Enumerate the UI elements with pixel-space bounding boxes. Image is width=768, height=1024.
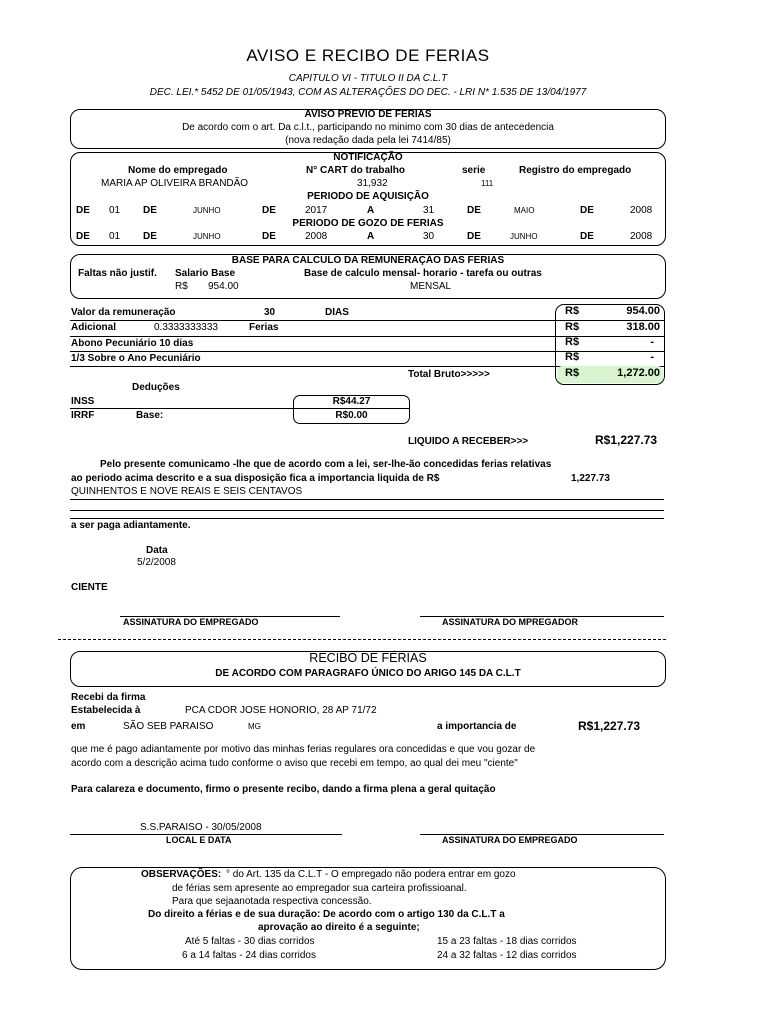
gz-day-start: 01 <box>109 231 121 242</box>
v1-currency: R$ <box>565 305 580 317</box>
aq-year-start: 2017 <box>305 205 328 216</box>
total-currency: R$ <box>565 367 580 379</box>
employee-name: MARIA AP OLIVEIRA BRANDÃO <box>101 178 249 189</box>
em-label: em <box>71 721 86 732</box>
adiantamento-text: a ser paga adiantamente. <box>71 520 191 531</box>
obs-line5: aprovação ao direito é a seguinte; <box>258 922 420 933</box>
deducoes-title: Deduções <box>132 382 180 393</box>
gz-de-1: DE <box>76 231 90 242</box>
notificacao-title: NOTIFICAÇÃO <box>333 152 403 163</box>
total-bruto-label: Total Bruto>>>>> <box>408 369 490 380</box>
local-data-value: S.S.PARAISO - 30/05/2008 <box>140 822 262 833</box>
endereco-value: PCA CDOR JOSE HONORIO, 28 AP 71/72 <box>185 705 377 716</box>
adicional-total-value: 318.00 <box>626 321 660 333</box>
faltas-rule-2: 6 a 14 faltas - 24 dias corridos <box>182 950 316 961</box>
comunicado-valor: 1,227.73 <box>571 473 610 484</box>
gz-de-2: DE <box>143 231 157 242</box>
abono-value: - <box>650 336 654 348</box>
aq-day-start: 01 <box>109 205 121 216</box>
irrf-value: R$0.00 <box>335 410 368 421</box>
data-label: Data <box>146 545 168 556</box>
gz-de-4: DE <box>467 231 481 242</box>
aq-de-2: DE <box>143 205 157 216</box>
valor-remuneracao-label: Valor da remuneração <box>71 307 176 318</box>
data-value: 5/2/2008 <box>137 557 176 568</box>
recibo-subtitle: DE ACORDO COM PARAGRAFO ÚNICO DO ARIGO 145 DA C.L.T <box>215 668 521 679</box>
header-base-calculo: Base de calculo mensal- horario - tarefa ou outras <box>304 268 542 279</box>
header-serie: serie <box>462 165 486 176</box>
header-cart: N° CART do trabalho <box>306 165 405 176</box>
aq-de-3: DE <box>262 205 276 216</box>
subtitle-decree: DEC. LEI.* 5452 DE 01/05/1943, COM AS ALTERAÇÕES DO DEC. - LRI N* 1.535 DE 13/04/1977 <box>149 87 587 98</box>
terco-label: 1/3 Sobre o Ano Pecuniário <box>71 353 201 364</box>
gz-a: A <box>367 231 375 242</box>
obs-line1: ° do Art. 135 da C.L.T - O empregado não podera entrar em gozo <box>226 869 516 880</box>
valor-extenso: QUINHENTOS E NOVE REAIS E SEIS CENTAVOS <box>71 486 303 497</box>
abono-label: Abono Pecuniário 10 dias <box>71 338 194 349</box>
uf-value: MG <box>248 722 261 731</box>
aq-year-end: 2008 <box>630 205 653 216</box>
comunicado-line1: Pelo presente comunicamo -lhe que de acordo com a lei, ser-lhe-ão concedidas ferias relativas <box>100 459 552 470</box>
importancia-value: R$1,227.73 <box>578 719 641 733</box>
aq-month-end: MAIO <box>514 206 535 215</box>
document-title: AVISO E RECIBO DE FERIAS <box>246 46 490 65</box>
recibo-text-line2: acordo com a descrição acima tudo conforme o aviso que recebi em tempo, ao qual dei meu "ciente" <box>71 758 518 769</box>
header-faltas: Faltas não justif. <box>78 268 157 279</box>
gz-month-start: JUNHO <box>193 232 221 241</box>
local-data-label: LOCAL E DATA <box>166 835 232 845</box>
assinatura-empregado-label: ASSINATURA DO EMPREGADO <box>123 617 259 627</box>
importancia-label: a importancia de <box>437 721 517 732</box>
gz-day-end: 30 <box>423 231 435 242</box>
observacoes-label: OBSERVAÇÕES: <box>141 869 222 880</box>
adicional-value: 0.3333333333 <box>154 322 218 333</box>
inss-label: INSS <box>71 396 95 407</box>
cut-line <box>58 639 666 640</box>
aq-de-4: DE <box>467 205 481 216</box>
base-title: BASE PARA CALCULO DA REMUNERAÇÃO DAS FERIAS <box>231 255 505 266</box>
faltas-rule-4: 24 a 32 faltas - 12 dias corridos <box>437 950 577 961</box>
cart-number: 31,932 <box>357 178 388 189</box>
header-registro: Registro do empregado <box>519 165 632 176</box>
cidade-value: SÃO SEB PARAISO <box>123 721 214 732</box>
aviso-previo-line1: De acordo com o art. Da c.l.t., participando no minimo com 30 dias de antecedencia <box>182 122 554 133</box>
header-nome: Nome do empregado <box>128 165 228 176</box>
ciente-label: CIENTE <box>71 582 108 593</box>
subtitle-chapter: CAPITULO VI - TITULO II DA C.L.T <box>288 73 448 84</box>
obs-line2: de férias sem apresente ao empregador sua carteira profissioanal. <box>172 883 467 894</box>
irrf-base-label: Base: <box>136 410 164 421</box>
dias-label: DIAS <box>325 307 349 318</box>
extenso-line <box>70 518 664 519</box>
assinatura-recibo-label: ASSINATURA DO EMPREGADO <box>442 835 578 845</box>
obs-line3: Para que sejaanotada respectiva concessão. <box>172 896 372 907</box>
comunicado-line2: ao periodo acima descrito e a sua disposição fica a importancia liquida de R$ <box>71 473 440 484</box>
salario-tipo: MENSAL <box>410 281 452 292</box>
extenso-line <box>70 499 664 500</box>
aq-a: A <box>367 205 375 216</box>
liquido-value: R$1,227.73 <box>595 433 658 447</box>
v3-currency: R$ <box>565 336 580 348</box>
faltas-rule-1: Até 5 faltas - 30 dias corridos <box>185 936 315 947</box>
gz-year-start: 2008 <box>305 231 328 242</box>
irrf-label: IRRF <box>71 410 95 421</box>
gz-month-end: JUNHO <box>510 232 538 241</box>
quitacao-text: Para calareza e documento, firmo o presente recibo, dando a firma plena a geral quitação <box>71 784 496 795</box>
assinatura-empregador-label: ASSINATURA DO MPREGADOR <box>442 617 579 627</box>
terco-value: - <box>650 351 654 363</box>
serie-number: 111 <box>481 179 494 188</box>
v4-currency: R$ <box>565 351 580 363</box>
estabelecida-label: Estabelecida à <box>71 705 141 716</box>
salario-value: 954.00 <box>208 281 239 292</box>
recibo-text-line1: que me é pago adiantamente por motivo das minhas ferias regulares ora concedidas e que vou gozar de <box>71 744 536 755</box>
inss-value: R$44.27 <box>332 396 371 407</box>
liquido-label: LIQUIDO A RECEBER>>> <box>408 436 529 447</box>
aviso-previo-line2: (nova redação dada pela lei 7414/85) <box>285 135 451 146</box>
faltas-rule-3: 15 a 23 faltas - 18 dias corridos <box>437 936 577 947</box>
aq-day-end: 31 <box>423 205 435 216</box>
adicional-label: Adicional <box>71 322 117 333</box>
ferias-label: Ferias <box>249 322 279 333</box>
gz-de-3: DE <box>262 231 276 242</box>
obs-line4: Do direito a férias e de sua duração: De acordo com o artigo 130 da C.L.T a <box>148 909 505 920</box>
dias-number: 30 <box>264 307 276 318</box>
valor-remuneracao-value: 954.00 <box>626 305 660 317</box>
salario-currency: R$ <box>175 281 188 292</box>
gozo-title: PERIODO DE GOZO DE FERIAS <box>292 218 444 229</box>
gz-de-5: DE <box>580 231 594 242</box>
aq-de-1: DE <box>76 205 90 216</box>
recebi-label: Recebi da firma <box>71 692 146 703</box>
v2-currency: R$ <box>565 321 580 333</box>
aquisicao-title: PERIODO DE AQUISIÇÃO <box>307 191 429 202</box>
gz-year-end: 2008 <box>630 231 653 242</box>
total-bruto-value: 1,272.00 <box>617 367 660 379</box>
extenso-line <box>70 510 664 511</box>
aq-month-start: JUNHO <box>193 206 221 215</box>
aq-de-5: DE <box>580 205 594 216</box>
header-salario: Salario Base <box>175 268 236 279</box>
aviso-previo-title: AVISO PREVIO DE FERIAS <box>304 109 432 120</box>
recibo-title: RECIBO DE FÉRIAS <box>309 651 427 665</box>
